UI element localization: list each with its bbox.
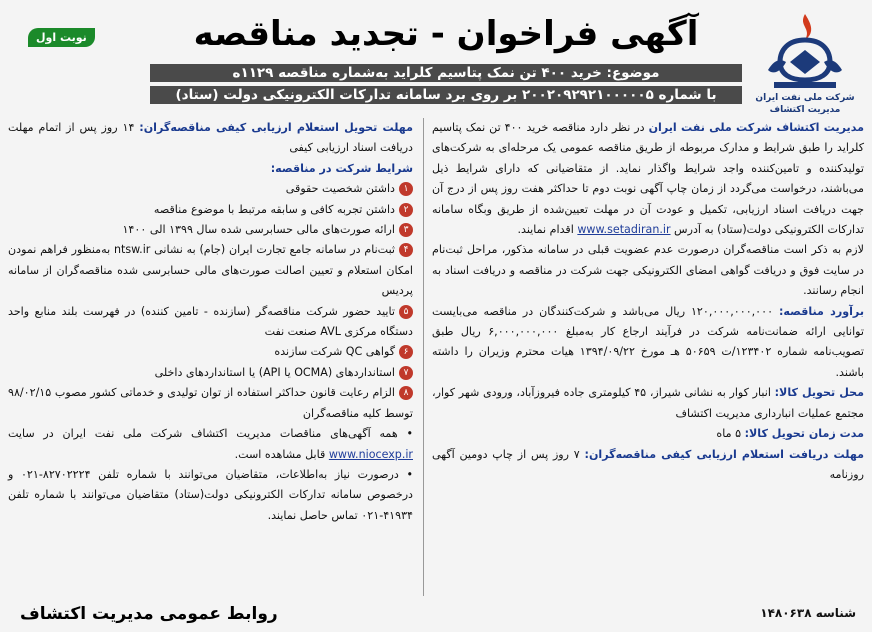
condition-number: ۷ bbox=[399, 366, 413, 380]
conditions-title: شرایط شرکت در مناقصه: bbox=[270, 161, 413, 175]
condition-item bbox=[8, 342, 413, 362]
condition-text: داشتن شخصیت حقوقی bbox=[285, 182, 395, 196]
condition-number: ۱ bbox=[399, 182, 413, 196]
delivery-text: انبار کوار به نشانی شیراز، ۴۵ کیلومتری جاده فیروزآباد، ورودی شهر کوار، مجتمع عملیات انبارداری مدیریت اکتشاف bbox=[432, 386, 864, 420]
delivery-time-text: ۵ ماه bbox=[716, 427, 745, 441]
delivery-time-paragraph bbox=[432, 424, 864, 444]
condition-text: استانداردهای (OCMA یا API) یا استانداردهای داخلی bbox=[154, 365, 395, 379]
all-ads-paragraph bbox=[8, 424, 413, 465]
nioc-logo bbox=[750, 10, 860, 130]
condition-text: ثبت‌نام در سامانه جامع تجارت ایران (جام) به نشانی ntsw.ir به‌منظور فراهم نمودن امکان استعلام و تعیین اصالت صورت‌های مالی حسابرسی شده مناقصه‌گران از سامانه پردیس bbox=[8, 243, 413, 298]
all-ads-tail: قابل مشاهده است. bbox=[234, 447, 329, 461]
nioc-emblem-icon bbox=[760, 10, 850, 92]
condition-text: داشتن تجربه کافی و سابقه مرتبط با موضوع مناقصه bbox=[153, 202, 395, 216]
public-relations-signature: روابط عمومی مدیریت اکتشاف bbox=[20, 604, 278, 624]
condition-text: تایید حضور شرکت مناقصه‌گر (سازنده - تامین کننده) در فهرست بلند منابع واحد دستگاه مرکزی AVL صنعت نفت bbox=[8, 304, 413, 339]
estimate-label: برآورد مناقصه: bbox=[778, 304, 864, 318]
intro-paragraph bbox=[432, 118, 864, 240]
condition-text: الزام رعایت قانون حداکثر استفاده از توان تولیدی و خدماتی کشور مصوب ۹۸/۰۲/۱۵ توسط کلیه مناقصه‌گران bbox=[8, 386, 413, 420]
intro-org: مدیریت اکتشاف شرکت ملی نفت ایران bbox=[648, 121, 864, 134]
deliver-text: ۱۴ روز پس از اتمام مهلت دریافت اسناد ارزیابی کیفی bbox=[8, 121, 413, 155]
condition-text: ارائه صورت‌های مالی حسابرسی شده سال ۱۳۹۹ الی ۱۴۰۰ bbox=[122, 223, 395, 237]
setad-link[interactable]: www.setadiran.ir bbox=[577, 223, 671, 237]
condition-item bbox=[8, 363, 413, 383]
condition-item bbox=[8, 220, 413, 240]
membership-paragraph: لازم به ذکر است مناقصه‌گران درصورت عدم عضویت قبلی در سامانه مذکور، مراحل ثبت‌نام در سایت فوق و دریافت گواهی امضای الکترونیکی جهت شرکت در مناقصه و دریافت اسناد به انجام رسانند. bbox=[432, 243, 864, 298]
org-name: شرکت ملی نفت ایران bbox=[755, 93, 855, 103]
subject-line: موضوع: خرید ۴۰۰ تن نمک پتاسیم کلراید به‌شماره مناقصه ۱۱۲۹ه bbox=[150, 64, 742, 82]
right-column bbox=[424, 118, 864, 596]
deadline-paragraph bbox=[432, 445, 864, 486]
intro-text: در نظر دارد مناقصه خرید ۴۰۰ تن نمک پتاسیم کلراید را طبق شرایط و مدارک مربوطه از طریق مناقصه عمومی یک مرحله‌ای به شرکت‌های تولیدکننده و تامین‌کننده واجد شرایط واگذار نماید. از متقاضیانی که دارای شرایط ذیل می‌باشند، درخواست می‌گردد از زمان چاپ آگهی نوبت دوم تا حداکثر هفت روز پس از درج آن جهت دریافت اسناد ارزیابی، تکمیل و عودت آن در مهلت تعیین‌شده از طریق وبگاه سامانه تدارکات الکترونیکی دولت(ستاد) به آدرس bbox=[432, 121, 864, 237]
deadline-text: ۷ روز پس از چاپ دومین آگهی روزنامه bbox=[432, 447, 864, 481]
niocexp-link[interactable]: www.niocexp.ir bbox=[328, 447, 413, 461]
condition-number: ۶ bbox=[399, 345, 413, 359]
deadline-label: مهلت دریافت استعلام ارزیابی کیفی مناقصه‌گران: bbox=[584, 447, 865, 461]
condition-item bbox=[8, 240, 413, 301]
page-title: آگهی فراخوان - تجدید مناقصه bbox=[193, 14, 699, 54]
left-column bbox=[8, 118, 424, 596]
condition-number: ۴ bbox=[399, 243, 413, 257]
estimate-text: ۱۲۰,۰۰۰,۰۰۰,۰۰۰ ریال می‌باشد و شرکت‌کنندگان در مناقصه می‌بایست توانایی ارائه ضمانت‌نامه شرکت در فرآیند ارجاع کار به‌مبلغ ۶,۰۰۰,۰۰۰,۰۰۰ ریال طبق تصویب‌نامه شماره ۱۲۳۴۰۲/ت ۵۰۶۵۹ هـ مورخ ۱۳۹۴/۰۹/۲۲ هیات محترم وزیران را داشته باشند. bbox=[432, 304, 865, 379]
body-columns bbox=[8, 118, 864, 596]
condition-item bbox=[8, 200, 413, 220]
delivery-time-label: مدت زمان تحویل کالا: bbox=[744, 427, 864, 441]
intro-tail: اقدام نمایند. bbox=[517, 223, 578, 237]
condition-item bbox=[8, 302, 413, 343]
condition-number: ۲ bbox=[399, 203, 413, 217]
delivery-paragraph bbox=[432, 383, 864, 424]
deliver-label: مهلت تحویل استعلام ارزیابی کیفی مناقصه‌گران: bbox=[139, 121, 413, 134]
condition-item bbox=[8, 179, 413, 199]
setad-number-line: با شماره ۲۰۰۲۰۹۲۹۲۱۰۰۰۰۰۵ بر روی برد سامانه تدارکات الکترونیکی دولت (ستاد) bbox=[150, 86, 742, 104]
deliver-paragraph bbox=[8, 118, 413, 159]
condition-number: ۵ bbox=[399, 305, 413, 319]
contact-paragraph bbox=[8, 465, 413, 526]
bullet-icon: • bbox=[397, 427, 413, 441]
bullet-icon: • bbox=[398, 467, 413, 481]
estimate-paragraph bbox=[432, 302, 864, 384]
notice-id: شناسه ۱۴۸۰۶۳۸ bbox=[760, 606, 856, 620]
condition-number: ۸ bbox=[399, 386, 413, 400]
condition-number: ۳ bbox=[399, 223, 413, 237]
delivery-label: محل تحویل کالا: bbox=[774, 386, 864, 400]
contact-text: درصورت نیاز به‌اطلاعات، متقاضیان می‌توانند با شماره تلفن ۸۲۷۰۲۲۲۴-۰۲۱ و درخصوص سامانه تدارکات الکترونیکی دولت(ستاد) متقاضیان می‌توانند با شماره تلفن ۴۱۹۳۴-۰۲۱ تماس حاصل نمایند. bbox=[8, 467, 413, 522]
all-ads-text: همه آگهی‌های مناقصات مدیریت اکتشاف شرکت ملی نفت ایران در سایت bbox=[8, 427, 398, 441]
condition-text: گواهی QC شرکت سازنده bbox=[274, 345, 395, 359]
org-subname: مدیریت اکتشاف bbox=[769, 105, 841, 115]
conditions-list bbox=[8, 179, 413, 424]
condition-item bbox=[8, 383, 413, 424]
round-badge: نوبت اول bbox=[28, 28, 95, 47]
